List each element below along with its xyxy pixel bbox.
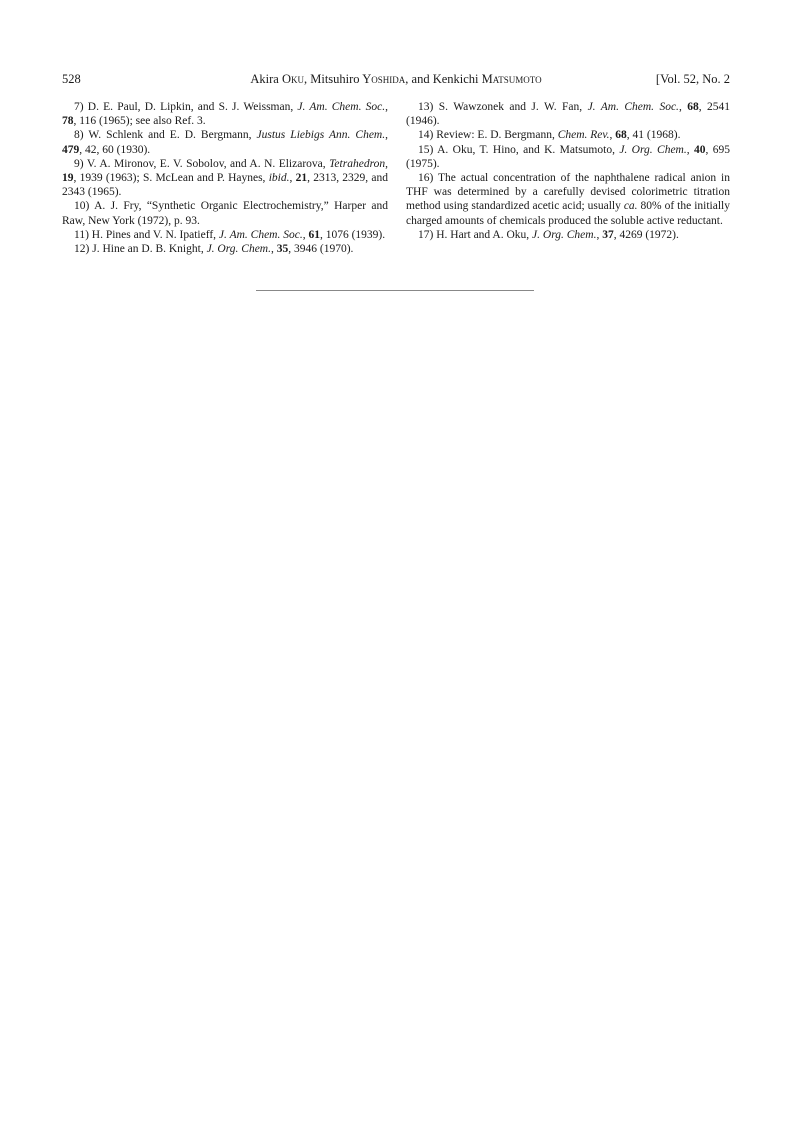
reference-text: J. Hine an D. B. Knight, xyxy=(89,243,207,256)
reference-number: 8) xyxy=(74,129,84,142)
reference-number: 17) xyxy=(418,228,434,241)
references-left-column xyxy=(62,100,388,256)
reference-text: , xyxy=(289,172,296,185)
reference-text: 68 xyxy=(615,129,627,142)
reference-text: J. Org. Chem. xyxy=(532,228,597,241)
reference-number: 7) xyxy=(74,101,84,113)
reference-text: , xyxy=(385,129,388,142)
reference-item xyxy=(62,228,388,242)
reference-text: The actual concentration of the naphthalene radical anion in THF was determined by a carefully devised colorimetric titration method using standardized acetic acid; usually xyxy=(406,172,730,213)
reference-text: 21 xyxy=(295,172,308,185)
reference-text: D. E. Paul, D. Lipkin, and S. J. Weissman, xyxy=(83,101,298,113)
reference-text: , 42, 60 (1930). xyxy=(79,143,151,156)
reference-number: 13) xyxy=(418,101,434,113)
reference-text: A. Oku, T. Hino, and K. Matsumoto, xyxy=(433,143,620,156)
reference-text: , 2313, 2329, and 2343 (1965). xyxy=(62,172,389,199)
reference-text: H. Pines and V. N. Ipatieff, xyxy=(88,228,219,241)
reference-text: 37 xyxy=(602,228,614,241)
reference-text: 78 xyxy=(62,115,74,128)
reference-text: 479 xyxy=(62,143,80,156)
reference-item xyxy=(406,143,730,171)
reference-text: V. A. Mironov, E. V. Sobolov, and A. N. Elizarova, xyxy=(83,157,330,170)
reference-text: 19 xyxy=(62,172,74,185)
reference-text: J. Am. Chem. Soc. xyxy=(587,101,679,113)
end-rule xyxy=(256,290,534,291)
reference-text: W. Schlenk and E. D. Bergmann, xyxy=(83,129,257,142)
reference-text: , xyxy=(609,129,616,142)
author-name: Akira Oku xyxy=(250,72,304,86)
reference-text: H. Hart and A. Oku, xyxy=(433,228,533,241)
reference-item xyxy=(62,100,388,128)
reference-text: , 1076 (1939). xyxy=(319,228,386,241)
reference-text: A. J. Fry, “Synthetic Organic Electrochemistry,” Harper and Raw, New York (1972), p. 93. xyxy=(62,200,388,227)
reference-text: ibid. xyxy=(268,172,290,185)
reference-text: , 1939 (1963); S. McLean and P. Haynes, xyxy=(73,172,269,185)
volume-issue: [Vol. 52, No. 2 xyxy=(655,72,730,86)
reference-text: , xyxy=(686,143,694,156)
reference-number: 16) xyxy=(418,172,434,185)
reference-text: Review: E. D. Bergmann, xyxy=(433,129,558,142)
reference-text: 35 xyxy=(276,243,289,256)
reference-text: ca. xyxy=(623,200,638,213)
running-authors: Akira Oku, Mitsuhiro Yoshida, and Kenkichi Matsumoto xyxy=(250,72,542,86)
author-name: Kenkichi Matsumoto xyxy=(432,72,542,86)
reference-text: , 3946 (1970). xyxy=(288,243,354,256)
reference-text: J. Org. Chem. xyxy=(619,143,687,156)
reference-text: , 41 (1968). xyxy=(626,129,681,142)
reference-text: , 2541 (1946). xyxy=(406,101,730,128)
reference-text: J. Am. Chem. Soc. xyxy=(218,228,303,241)
reference-text: , xyxy=(385,157,388,170)
reference-text: , xyxy=(271,243,277,256)
reference-text: Tetrahedron xyxy=(329,157,386,170)
reference-text: 40 xyxy=(694,143,706,156)
reference-number: 12) xyxy=(74,243,90,256)
reference-item xyxy=(62,242,388,256)
reference-number: 11) xyxy=(74,228,89,241)
reference-number: 10) xyxy=(74,200,90,213)
reference-text: , xyxy=(302,228,309,241)
reference-text: J. Org. Chem. xyxy=(206,243,271,256)
reference-text: Chem. Rev. xyxy=(557,129,610,142)
reference-item xyxy=(62,199,388,227)
reference-item xyxy=(406,128,730,142)
reference-text: , 116 (1965); see also Ref. 3. xyxy=(73,115,206,128)
reference-text: , xyxy=(678,101,688,113)
reference-text: Justus Liebigs Ann. Chem. xyxy=(256,129,386,142)
reference-text: S. Wawzonek and J. W. Fan, xyxy=(433,101,588,113)
references-right-column xyxy=(406,100,730,242)
reference-number: 15) xyxy=(418,143,434,156)
reference-text: , xyxy=(596,228,603,241)
page-number: 528 xyxy=(62,72,81,86)
reference-item xyxy=(406,171,730,228)
reference-text: , xyxy=(385,101,388,113)
reference-item xyxy=(62,157,388,200)
reference-item xyxy=(406,228,730,242)
reference-number: 14) xyxy=(418,129,434,142)
reference-text: 61 xyxy=(308,228,320,241)
reference-number: 9) xyxy=(74,157,84,170)
reference-item xyxy=(406,100,730,128)
reference-text: 68 xyxy=(687,101,699,113)
reference-text: 80% of the initially charged amounts of chemicals produced the soluble active reductant. xyxy=(406,200,730,227)
reference-text: , 4269 (1972). xyxy=(613,228,679,241)
author-name: Mitsuhiro Yoshida xyxy=(310,72,406,86)
reference-text: , 695 (1975). xyxy=(406,143,730,170)
reference-text: J. Am. Chem. Soc. xyxy=(297,101,386,113)
running-header xyxy=(62,72,730,88)
reference-item xyxy=(62,128,388,156)
